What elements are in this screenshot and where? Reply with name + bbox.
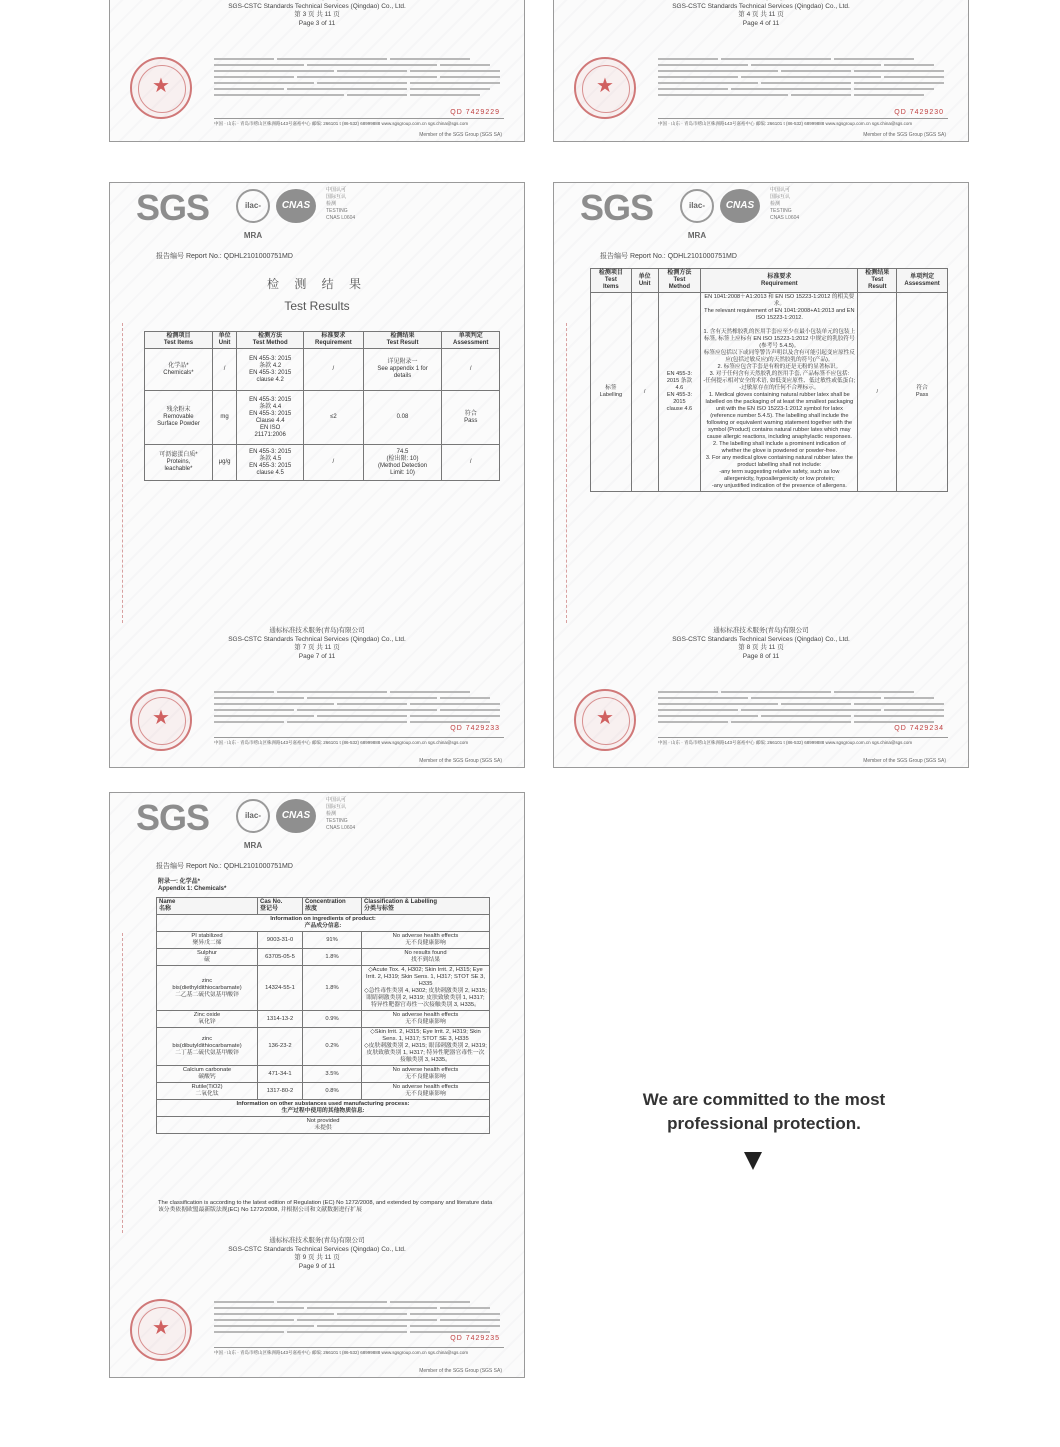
- address: 中国 · 山东 · 青岛市崂山区株洲路143号嘉裕中心 邮编: 266101 t (86-532) 68999888 www.sgsgroup.com.cn sgs.china@sgs.com: [214, 737, 504, 746]
- test-results-table: [144, 331, 500, 481]
- margin-line: [122, 323, 129, 623]
- down-triangle-icon: [744, 1152, 762, 1170]
- table-row: 化学品* Chemicals* / EN 455-3: 2015 条款 4.2 EN 455-3: 2015 clause 4.2 / 详见附录一 See appendix 1 for details /: [145, 349, 500, 391]
- sgs-stamp-icon: ★: [130, 1299, 192, 1361]
- member-note: Member of the SGS Group (SGS SA): [863, 758, 946, 764]
- col-header: 单项判定 Assessment: [442, 332, 500, 349]
- section-row: Information on other substances used manufacturing process: 生产过程中使用的其他物质信息:: [157, 1100, 490, 1117]
- page-header: [110, 183, 524, 240]
- page-footer: SGS-CSTC Standards Technical Services (Qingdao) Co., Ltd. 第 3 页 共 11 页 Page 3 of 11: [228, 2, 406, 27]
- page-header: [110, 793, 524, 850]
- appendix-table: [156, 897, 490, 1134]
- table-header-row: [145, 332, 500, 349]
- col-header: 检测方法 Test Method: [237, 332, 304, 349]
- table-row: Not provided 未提供: [157, 1117, 490, 1134]
- table-row: zinc bis(dibutyldithiocarbamate) 二丁基二硫代氨基甲酸锌 136-23-2 0.2% ◇Skin Irrit. 2, H315; Eye Irrit. 2, H319; Skin Sens. 1, H317; STOT SE 3, H335 ◇皮肤刺激类别 2, H315; 眼部刺激类别 2, H319; 皮肤致敏类别 1, H317; 特异性靶器官毒性一次接触类别 3, H335。: [157, 1028, 490, 1066]
- col-header: Name 名称: [157, 898, 258, 915]
- table-row: PI stabilized 聚异戊二烯 9003-31-0 91% No adverse health effects 无不良健康影响: [157, 932, 490, 949]
- sgs-logo: SGS: [136, 797, 210, 838]
- report-number: 报告编号 Report No.: QDHL2101000751MD: [156, 253, 293, 260]
- col-header: Classification & Labelling 分类与标签: [362, 898, 490, 915]
- report-page-4: [553, 0, 969, 142]
- col-header: 单位 Unit: [212, 332, 236, 349]
- table-row: 可沥滤蛋白质* Proteins, leachable* μg/g EN 455-3: 2015 条款 4.5 EN 455-3: 2015 clause 4.5 / 74.5 (检出限: 10) (Method Detection Limit: 10) /: [145, 445, 500, 481]
- table-row: zinc bis(diethyldithiocarbamate) 二乙基二硫代氨基甲酸锌 14324-55-1 1.8% ◇Acute Tox. 4, H302; Skin Irrit. 2, H315; Eye Irrit. 2, H319; Skin Sens. 1, H317; STOT SE 3, H335 ◇急性毒性类别 4, H302; 皮肤刺激类别 2, H315; 眼睛刺激类别 2, H319; 皮肤致敏类别 1, H317; 特异性靶器官毒性一次接触类别 3, H335。: [157, 966, 490, 1011]
- table-row: Zinc oxide 氧化锌 1314-13-2 0.9% No adverse health effects 无不良健康影响: [157, 1011, 490, 1028]
- cnas-info: 中国认可 国际互认 检测 TESTING CNAS L0604: [326, 187, 356, 221]
- serial-number: QD 7429233: [450, 725, 500, 732]
- legal-terms: [214, 689, 504, 725]
- cnas-info: 中国认可 国际互认 检测 TESTING CNAS L0604: [326, 797, 356, 831]
- sgs-stamp-icon: ★: [574, 57, 636, 119]
- page-footer: 通标标准技术服务(青岛)有限公司 SGS-CSTC Standards Technical Services (Qingdao) Co., Ltd. 第 8 页 共 11 页 Page 8 of 11: [672, 627, 850, 660]
- page-footer: 通标标准技术服务(青岛)有限公司 SGS-CSTC Standards Technical Services (Qingdao) Co., Ltd. 第 9 页 共 11 页 Page 9 of 11: [228, 1237, 406, 1270]
- col-header: 检测方法 Test Method: [658, 269, 701, 293]
- member-note: Member of the SGS Group (SGS SA): [863, 132, 946, 138]
- legal-terms: [658, 689, 948, 725]
- ilac-mra-logo: ilac-MRA: [236, 799, 270, 833]
- tagline-line-2: professional protection.: [667, 1114, 861, 1133]
- page-footer: 通标标准技术服务(青岛)有限公司 SGS-CSTC Standards Technical Services (Qingdao) Co., Ltd. 第 7 页 共 11 页 Page 7 of 11: [228, 627, 406, 660]
- member-note: Member of the SGS Group (SGS SA): [419, 1368, 502, 1374]
- serial-number: QD 7429229: [450, 109, 500, 116]
- serial-number: QD 7429230: [894, 109, 944, 116]
- col-header: 单位 Unit: [631, 269, 658, 293]
- sgs-stamp-icon: ★: [574, 689, 636, 751]
- report-page-7: [109, 182, 525, 768]
- cnas-logo: CNAS: [276, 799, 316, 833]
- results-title-en: Test Results: [284, 299, 350, 313]
- sgs-logo: SGS: [136, 187, 210, 228]
- cnas-logo: CNAS: [720, 189, 760, 223]
- ilac-mra-logo: ilac-MRA: [680, 189, 714, 223]
- serial-number: QD 7429234: [894, 725, 944, 732]
- sgs-logo: SGS: [580, 187, 654, 228]
- table-header-row: [591, 269, 948, 293]
- col-header: Concentration 浓度: [303, 898, 362, 915]
- report-page-9: [109, 792, 525, 1378]
- col-header: 标准要求 Requirement: [701, 269, 858, 293]
- report-page-3: [109, 0, 525, 142]
- serial-number: QD 7429235: [450, 1335, 500, 1342]
- col-header: Cas No. 登记号: [258, 898, 303, 915]
- appendix-title: 附录一: 化学品* Appendix 1: Chemicals*: [158, 879, 227, 892]
- address: 中国 · 山东 · 青岛市崂山区株洲路143号嘉裕中心 邮编: 266101 t (86-532) 68999888 www.sgsgroup.com.cn sgs.china@sgs.com: [214, 118, 504, 127]
- section-row: Information on ingredients of product: 产品成分信息:: [157, 915, 490, 932]
- cnas-info: 中国认可 国际互认 检测 TESTING CNAS L0604: [770, 187, 800, 221]
- margin-line: [122, 933, 129, 1233]
- tagline: [554, 1088, 974, 1136]
- legal-terms: [658, 56, 948, 98]
- sgs-stamp-icon: ★: [130, 57, 192, 119]
- legal-terms: [214, 56, 504, 98]
- table-row: 标签 Labelling / EN 455-3: 2015 条款 4.6 EN 455-3: 2015 clause 4.6 EN 1041:2008＋A1:2013 和 EN ISO 15223-1:2012 的相关要求。 The relevant requirement of EN 1041:2008+A1:2013 and EN ISO 15223-1:2012. 1. 含有天然橡胶乳的医用手套应至少在最小包装单元的包装上标签, 标签上应标有 EN ISO 15223-1:2012 中规定的乳胶符号(参考号 5.4.5)。 标签应包括以下或同等警告声明以及含有可能引起变应原性反应(包括过敏反应)的天然胶乳的符号(产品)。 2. 标签应包含手套是有粉的还是无粉的显著标识。 3. 对于任何含有天然胶乳的医用手套, 产品标签不应包括: -任何提示相对安全的术语, 如低变应原性、低过敏性或低蛋白; -过敏原存在的任何不合理标示。 1. Medical gloves containing natural rubber latex shall be labelled on the packaging of at least the smallest packaging unit with the EN ISO 15223-1:2012 symbol for latex (reference number 5.4.5). The labelling shall include the following or equivalent warning statement together with the symbol (Product) contains natural rubber latex which may cause allergic reactions, including anaphylactic responses. 2. The labelling shall include a prominent indication of whether the glove is powdered or powder-free. 3. For any medical glove containing natural rubber latex the product labelling shall not include: -any term suggesting relative safety, such as low allergenicity, hypoallergenicity or low protein; -any unjustified indication of the presence of allergens. / 符合 Pass: [591, 293, 948, 492]
- labelling-table: [590, 268, 948, 492]
- address: 中国 · 山东 · 青岛市崂山区株洲路143号嘉裕中心 邮编: 266101 t (86-532) 68999888 www.sgsgroup.com.cn sgs.china@sgs.com: [658, 118, 948, 127]
- col-header: 检测结果 Test Result: [858, 269, 897, 293]
- col-header: 标准要求 Requirement: [304, 332, 363, 349]
- report-page-8: [553, 182, 969, 768]
- table-row: Rutile(TiO2) 二氧化钛 1317-80-2 0.8% No adverse health effects 无不良健康影响: [157, 1083, 490, 1100]
- report-number: 报告编号 Report No.: QDHL2101000751MD: [156, 863, 293, 870]
- tagline-line-1: We are committed to the most: [642, 1090, 886, 1109]
- address: 中国 · 山东 · 青岛市崂山区株洲路143号嘉裕中心 邮编: 266101 t (86-532) 68999888 www.sgsgroup.com.cn sgs.china@sgs.com: [214, 1347, 504, 1356]
- page-header: [554, 183, 968, 240]
- page-footer: SGS-CSTC Standards Technical Services (Qingdao) Co., Ltd. 第 4 页 共 11 页 Page 4 of 11: [672, 2, 850, 27]
- cnas-logo: CNAS: [276, 189, 316, 223]
- address: 中国 · 山东 · 青岛市崂山区株洲路143号嘉裕中心 邮编: 266101 t (86-532) 68999888 www.sgsgroup.com.cn sgs.china@sgs.com: [658, 737, 948, 746]
- results-title-cn: 检 测 结 果: [266, 277, 367, 291]
- sgs-stamp-icon: ★: [130, 689, 192, 751]
- table-row: Calcium carbonate 碳酸钙 471-34-1 3.5% No adverse health effects 无不良健康影响: [157, 1066, 490, 1083]
- col-header: 检测结果 Test Result: [363, 332, 442, 349]
- legal-terms: [214, 1299, 504, 1335]
- report-number: 报告编号 Report No.: QDHL2101000751MD: [600, 253, 737, 260]
- table-row: Sulphur 硫 63705-05-5 1.8% No results found 找不到结果: [157, 949, 490, 966]
- member-note: Member of the SGS Group (SGS SA): [419, 758, 502, 764]
- col-header: 检测项目 Test Items: [591, 269, 632, 293]
- margin-line: [566, 323, 573, 623]
- member-note: Member of the SGS Group (SGS SA): [419, 132, 502, 138]
- table-header-row: [157, 898, 490, 915]
- table-row: 残余粉末 Removable Surface Powder mg EN 455-3: 2015 条款 4.4 EN 455-3: 2015 Clause 4.4 EN ISO 21171:2006 ≤2 0.08 符合 Pass: [145, 391, 500, 445]
- col-header: 检测项目 Test Items: [145, 332, 213, 349]
- col-header: 单项判定 Assessment: [897, 269, 948, 293]
- classification-note: The classification is according to the latest edition of Regulation (EC) No 1272/2008, and extended by company and literature data 该分类依据欧盟最新版法规(EC) No 1272/2008, 并根据公司和文献数据进行扩展: [158, 1200, 493, 1213]
- ilac-mra-logo: ilac-MRA: [236, 189, 270, 223]
